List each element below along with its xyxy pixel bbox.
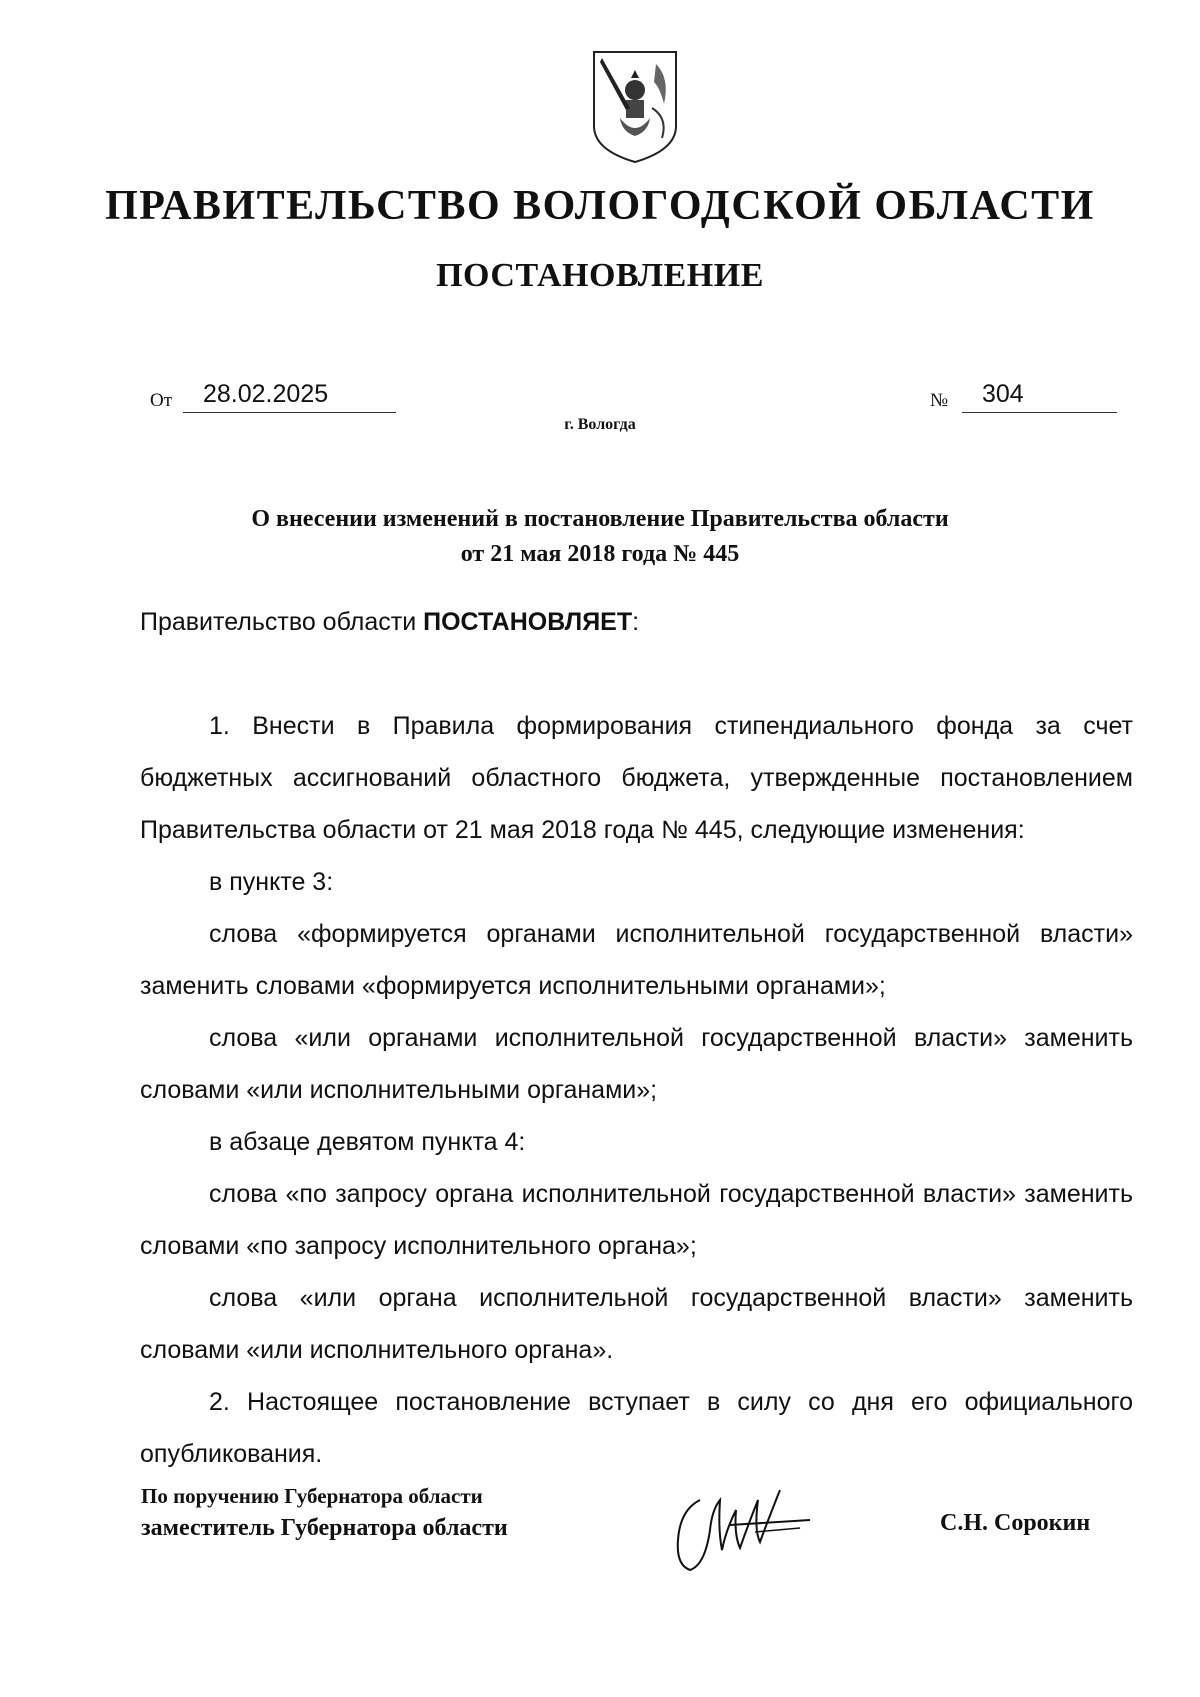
document-subject [130, 502, 1070, 572]
signatory-line-2: заместитель Губернатора области [141, 1515, 508, 1541]
document-number: 304 [982, 380, 1024, 408]
subject-line-2: от 21 мая 2018 года № 445 [460, 541, 740, 567]
body-paragraph: 1. Внести в Правила формирования стипендиального фонда за счет бюджетных ассигнований областного бюджета, утвержденные постановлением Правительства области от 21 мая 2018 года № 445, следующие изменения: [140, 712, 1133, 844]
body-paragraph: слова «формируется органами исполнительной государственной власти» заменить словами «формируется исполнительными органами»; [140, 920, 1133, 1000]
handwritten-signature-icon [660, 1470, 820, 1580]
coat-of-arms-icon [590, 48, 680, 166]
subject-line-1: О внесении изменений в постановление Правительства области [251, 506, 949, 532]
number-prefix: № [930, 390, 949, 411]
signatory-position [141, 1480, 508, 1544]
body-paragraph: слова «или органа исполнительной государственной власти» заменить словами «или исполнительного органа». [140, 1284, 1133, 1364]
body-paragraph: 2. Настоящее постановление вступает в силу со дня его официального опубликования. [140, 1388, 1133, 1468]
city-label: г. Вологда [564, 416, 636, 433]
document-type-title: ПОСТАНОВЛЕНИЕ [436, 257, 764, 294]
document-date: 28.02.2025 [203, 380, 329, 408]
body-paragraph: слова «или органами исполнительной государственной власти» заменить словами «или исполнительными органами»; [140, 1024, 1133, 1104]
body-paragraph: в пункте 3: [209, 868, 334, 896]
preamble-text: Правительство области [140, 608, 424, 636]
body-paragraph: в абзаце девятом пункта 4: [209, 1128, 526, 1156]
signer-name: С.Н. Сорокин [940, 1510, 1091, 1536]
preamble-colon: : [632, 608, 640, 636]
body-paragraph: слова «по запросу органа исполнительной государственной власти» заменить словами «по запросу исполнительного органа»; [140, 1180, 1133, 1260]
date-prefix: От [150, 390, 173, 411]
signatory-line-1: По поручению Губернатора области [141, 1484, 483, 1508]
document-body [140, 700, 1133, 1480]
preamble [140, 608, 639, 637]
preamble-decree-word: ПОСТАНОВЛЯЕТ [423, 608, 633, 636]
organization-title: ПРАВИТЕЛЬСТВО ВОЛОГОДСКОЙ ОБЛАСТИ [105, 183, 1095, 229]
